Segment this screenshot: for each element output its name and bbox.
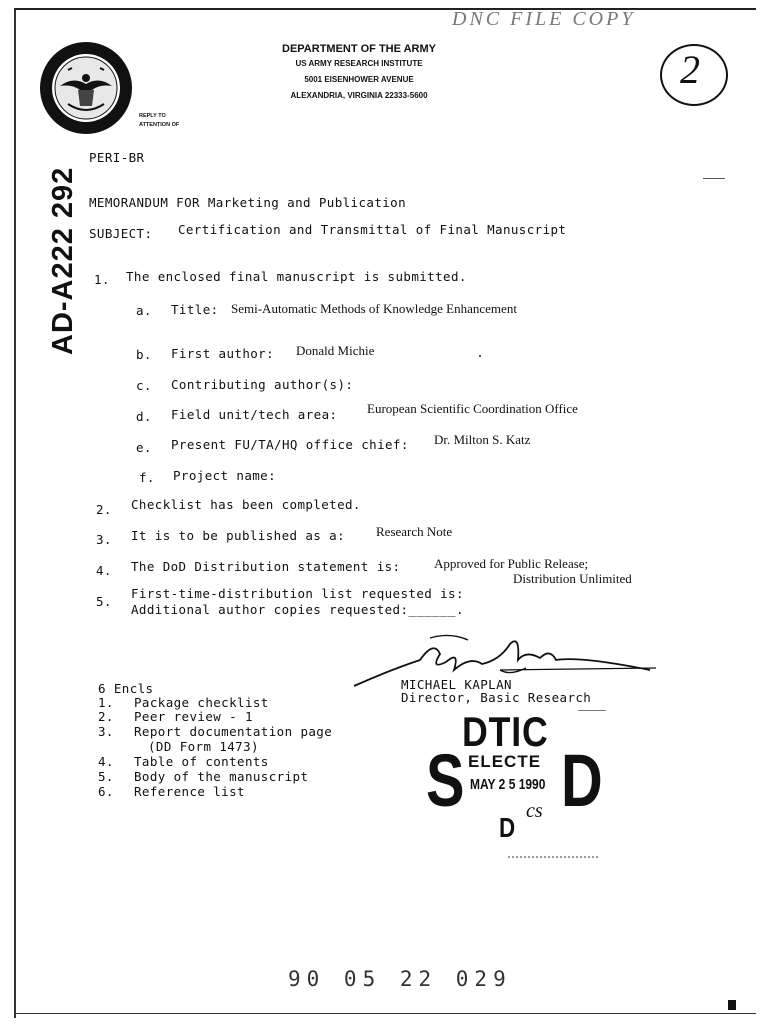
enclosure-num: 2. [98,709,114,724]
item-3-value: Research Note [376,524,453,539]
reply-to-label: REPLY TO [139,113,166,119]
enclosure-num: 6. [98,784,114,799]
side-document-id: AD-A222 292 [47,166,79,355]
item-4-label: The DoD Distribution statement is: [131,559,401,574]
signer-name: MICHAEL KAPLAN [401,677,512,692]
item-d-value: European Scientific Coordination Office [367,401,578,416]
item-b-letter: b. [136,347,152,362]
enclosure-num: 3. [98,724,114,739]
stamp-s: S [426,739,465,822]
enclosure-item: Reference list [134,784,245,799]
item-e-label: Present FU/TA/HQ office chief: [171,437,409,452]
stamp-cs-handwriting: cs [526,800,543,822]
item-a-label: Title: [171,302,219,317]
attention-of-label: ATTENTION OF [139,122,180,128]
enclosure-item: Package checklist [134,695,269,710]
subject-text: Certification and Transmittal of Final Manuscript [178,222,567,237]
item-c-letter: c. [136,378,152,393]
enclosure-num: 4. [98,754,114,769]
letterhead-institute: US ARMY RESEARCH INSTITUTE [295,59,423,68]
letterhead-city: ALEXANDRIA, VIRGINIA 22333-5600 [290,91,428,100]
stamp-d-big: D [561,739,603,822]
item-5-line-2: Additional author copies requested:______. [131,602,464,617]
enclosure-num: 5. [98,769,114,784]
item-5-number: 5. [96,594,112,609]
corner-mark [728,1000,736,1010]
item-f-letter: f. [139,470,155,485]
signature-underline [578,710,606,711]
margin-mark [703,178,725,179]
item-2-text: Checklist has been completed. [131,497,361,512]
top-file-stamp: DNC FILE COPY [452,8,636,30]
item-f-label: Project name: [173,468,277,483]
enclosure-item: Peer review - 1 [134,709,253,724]
enclosure-item: (DD Form 1473) [148,739,259,754]
stray-dot [479,355,481,357]
item-e-letter: e. [136,440,152,455]
enclosure-item: Table of contents [134,754,269,769]
bottom-edge-line [16,1013,756,1014]
enclosure-item: Body of the manuscript [134,769,309,784]
item-2-number: 2. [96,502,112,517]
item-5-line-1: First-time-distribution list requested is: [131,586,464,601]
office-symbol: PERI-BR [89,150,145,165]
letterhead-dept: DEPARTMENT OF THE ARMY [282,43,436,55]
item-3-number: 3. [96,532,112,547]
stamp-date: MAY 2 5 1990 [470,776,546,793]
item-d-letter: d. [136,409,152,424]
item-1-number: 1. [94,272,110,287]
item-a-value: Semi-Automatic Methods of Knowledge Enhancement [231,301,517,316]
enclosure-item: Report documentation page [134,724,333,739]
item-b-label: First author: [171,346,275,361]
item-3-label: It is to be published as a: [131,528,345,543]
item-e-value: Dr. Milton S. Katz [434,432,531,447]
dod-seal-icon [38,40,134,136]
item-4-value-2: Distribution Unlimited [513,571,632,586]
circled-number-text: 2 [680,47,700,92]
item-4-number: 4. [96,563,112,578]
item-c-label: Contributing author(s): [171,377,354,392]
item-4-value-1: Approved for Public Release; [434,556,589,571]
item-b-value: Donald Michie [296,343,375,358]
bottom-numbers: 90 05 22 029 [288,967,512,991]
memo-for-line: MEMORANDUM FOR Marketing and Publication [89,195,407,210]
item-a-letter: a. [136,303,152,318]
enclosure-num: 1. [98,695,114,710]
signer-title: Director, Basic Research [401,690,592,705]
subject-label: SUBJECT: [89,226,153,241]
stamp-d-small: D [499,812,516,843]
stamp-electe: ELECTE [468,752,542,771]
item-d-label: Field unit/tech area: [171,407,338,422]
item-1-text: The enclosed final manuscript is submitted. [126,269,467,284]
letterhead-street: 5001 EISENHOWER AVENUE [304,75,414,84]
enclosures-header: 6 Encls [98,681,154,696]
stamp-dtic: DTIC [462,708,549,755]
stamp-dots [508,856,598,858]
